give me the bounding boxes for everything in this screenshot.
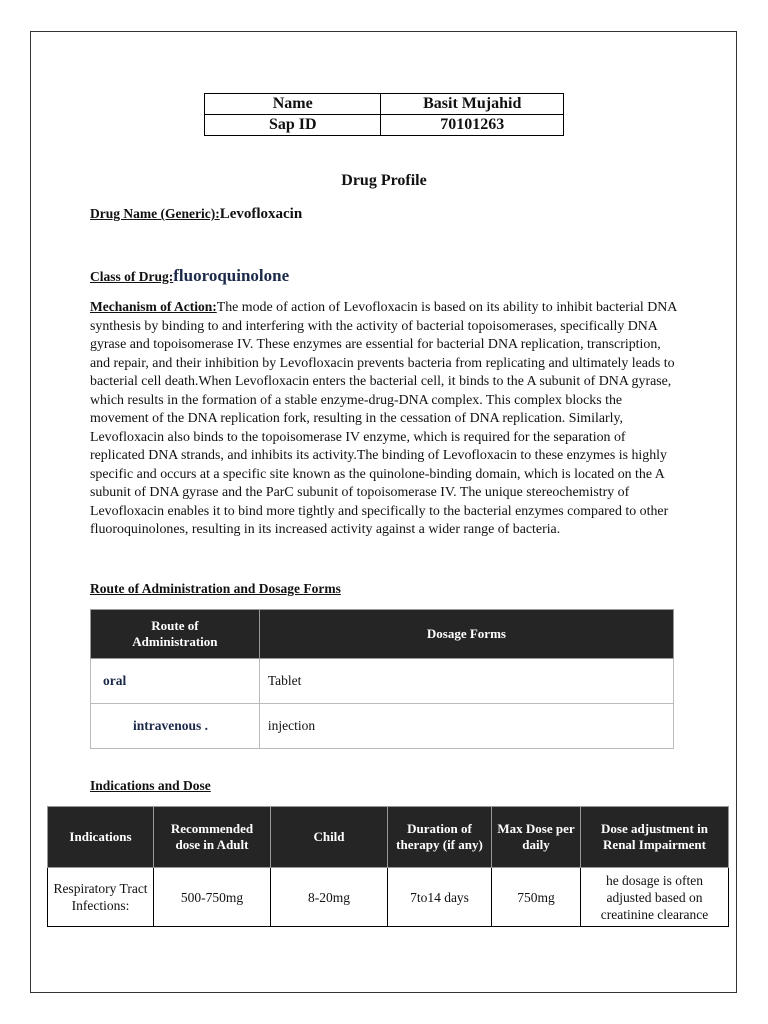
indications-header: Indications	[48, 807, 154, 868]
route-cell: intravenous .	[91, 704, 260, 749]
route-heading: Route of Administration and Dosage Forms	[90, 581, 341, 596]
indications-heading: Indications and Dose	[90, 778, 211, 793]
table-header-row	[91, 610, 674, 659]
dosage-forms-header: Dosage Forms	[259, 610, 673, 659]
table-row	[91, 704, 674, 749]
route-table	[90, 609, 674, 749]
sap-label: Sap ID	[205, 115, 381, 136]
max-dose-cell: 750mg	[492, 868, 581, 927]
table-row	[48, 868, 729, 927]
route-header	[91, 610, 260, 659]
drug-name-value: Levofloxacin	[219, 206, 303, 222]
sap-value: 70101263	[381, 115, 564, 136]
name-label: Name	[205, 94, 381, 115]
document-title: Drug Profile	[341, 172, 427, 189]
drug-class-label: Class of Drug:	[90, 269, 174, 284]
renal-adjustment-header: Dose adjustment in Renal Impairment	[581, 807, 729, 868]
name-value: Basit Mujahid	[381, 94, 564, 115]
mechanism-label: Mechanism of Action:	[90, 299, 217, 314]
max-dose-header: Max Dose per daily	[492, 807, 581, 868]
route-header-text: Route of Administration	[132, 618, 218, 649]
dosage-form-cell: injection	[259, 704, 673, 749]
mechanism-text: The mode of action of Levofloxacin is based on its ability to inhibit bacterial DNA synthesis by binding to and interfering with the activity of bacterial topoisomerases, specifically DNA gyrase and topoisomerase IV. These enzymes are essential for bacterial DNA replication, transcription, and repair, and their inhibition by Levofloxacin prevents bacteria from replicating and ultimately leads to bacterial cell death.When Levofloxacin enters the bacterial cell, it binds to the A subunit of DNA gyrase, which results in the formation of a stable enzyme-drug-DNA complex. This complex blocks the movement of the DNA replication fork, resulting in the cessation of DNA replication. Similarly, Levofloxacin also binds to the topoisomerase IV enzyme, which is required for the separation of replicated DNA strands, and inhibits its activity.The binding of Levofloxacin to these enzymes is highly specific and occurs at a specific site known as the quinolone-binding domain, which is located on the A subunit of DNA gyrase and the ParC subunit of topoisomerase IV. The unique stereochemistry of Levofloxacin enables it to bind more tightly and specifically to the bacterial enzymes compared to other fluoroquinolones, resulting in its increased activity against a wider range of bacteria.	[90, 300, 677, 537]
indications-table	[47, 806, 729, 927]
table-row	[205, 94, 564, 115]
indication-cell: Respiratory Tract Infections:	[48, 868, 154, 927]
mechanism-paragraph	[90, 298, 680, 540]
adult-dose-cell: 500-750mg	[154, 868, 271, 927]
student-info-table	[204, 93, 564, 136]
table-row	[91, 659, 674, 704]
drug-class-value: fluoroquinolone	[173, 266, 290, 285]
drug-name-line	[90, 206, 302, 223]
drug-class-line	[90, 266, 289, 286]
adult-dose-header: Recommended dose in Adult	[154, 807, 271, 868]
table-row	[205, 115, 564, 136]
drug-name-label: Drug Name (Generic):	[90, 206, 220, 221]
route-cell: oral	[91, 659, 260, 704]
child-dose-cell: 8-20mg	[271, 868, 388, 927]
dosage-form-cell: Tablet	[259, 659, 673, 704]
table-header-row	[48, 807, 729, 868]
duration-cell: 7to14 days	[388, 868, 492, 927]
renal-adjustment-cell: he dosage is often adjusted based on creatinine clearance	[581, 868, 729, 927]
duration-header: Duration of therapy (if any)	[388, 807, 492, 868]
child-header: Child	[271, 807, 388, 868]
